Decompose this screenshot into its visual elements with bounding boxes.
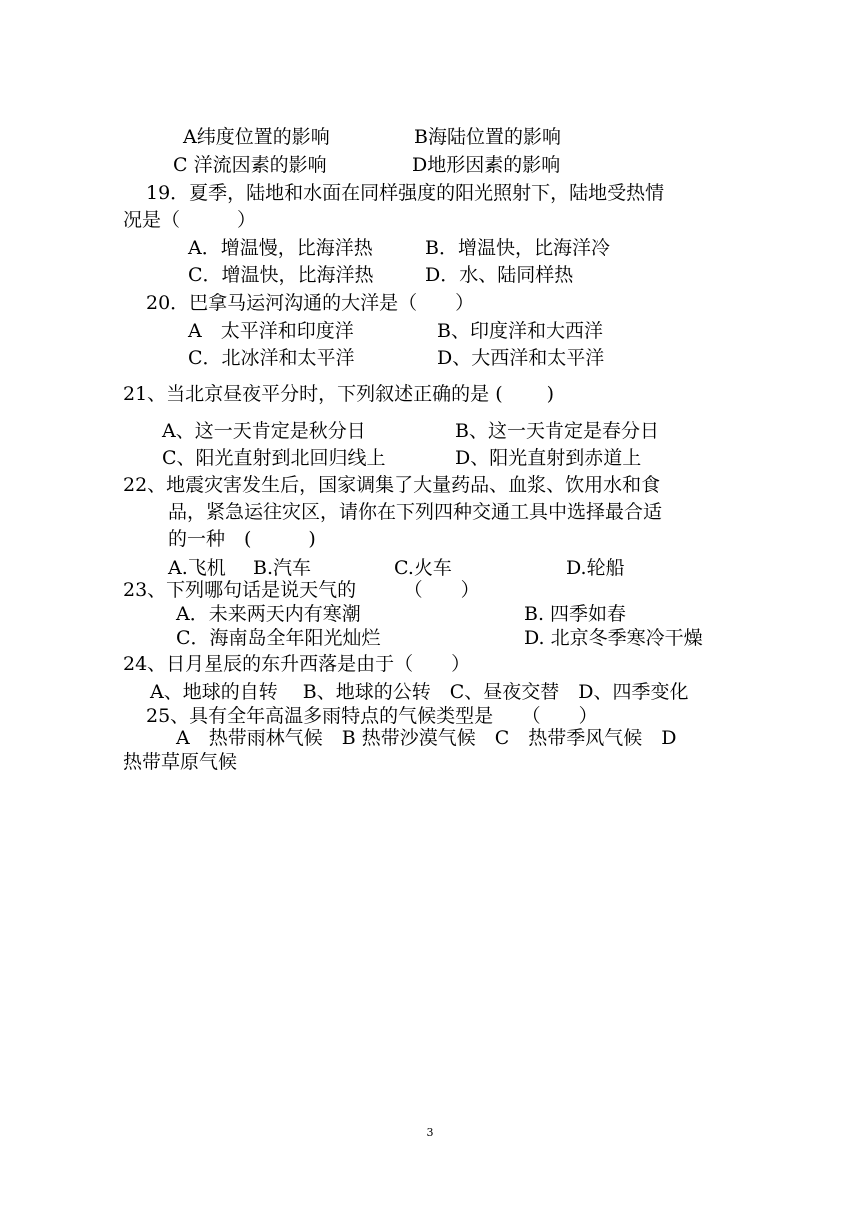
text-line: B海陆位置的影响 (414, 126, 561, 148)
text-line: B. 四季如春 (524, 603, 627, 625)
text-line: D. 北京冬季寒冷干燥 (524, 627, 703, 649)
text-line: A、地球的自转 B、地球的公转 C、昼夜交替 D、四季变化 (150, 681, 689, 703)
text-line: 20．巴拿马运河沟通的大洋是（ ） (146, 292, 475, 314)
text-line: D、大西洋和太平洋 (437, 347, 605, 369)
text-line: 25、具有全年高温多雨特点的气候类型是 （ ） (146, 705, 598, 727)
text-line: B．增温快，比海洋冷 (425, 237, 610, 259)
text-line: C、阳光直射到北回归线上 (162, 447, 386, 469)
text-line: 24、日月星辰的东升西落是由于（ ） (123, 653, 471, 675)
text-line: A．增温慢，比海洋热 (188, 237, 373, 259)
text-line: C．北冰洋和太平洋 (188, 347, 355, 369)
text-line: A 热带雨林气候 B 热带沙漠气候 C 热带季风气候 D (176, 727, 677, 749)
text-line: C．增温快，比海洋热 (188, 264, 374, 286)
text-line: 21、当北京昼夜平分时，下列叙述正确的是 ( ) (123, 383, 555, 405)
text-line: 的一种 ( ) (168, 528, 316, 550)
text-line: B、这一天肯定是春分日 (455, 420, 659, 442)
text-line: A 太平洋和印度洋 (188, 320, 354, 342)
text-line: 热带草原气候 (123, 751, 238, 773)
text-line: 23、下列哪句话是说天气的 （ ） (123, 579, 480, 601)
text-line: D．水、陆同样热 (425, 264, 574, 286)
text-line: 况是（ ） (123, 209, 257, 231)
text-line: C．海南岛全年阳光灿烂 (176, 627, 381, 649)
text-line: C 洋流因素的影响 (173, 154, 327, 176)
text-line: 品，紧急运往灾区，请你在下列四种交通工具中选择最合适 (168, 501, 663, 523)
text-line: 19．夏季，陆地和水面在同样强度的阳光照射下，陆地受热情 (146, 182, 665, 204)
text-line: A.飞机 (168, 557, 226, 579)
page-number: 3 (426, 1126, 434, 1139)
text-line: B.汽车 (253, 557, 312, 579)
text-line: A．未来两天内有寒潮 (176, 603, 361, 625)
text-line: D地形因素的影响 (412, 154, 561, 176)
text-line: D.轮船 (566, 557, 625, 579)
text-line: C.火车 (394, 557, 452, 579)
text-line: D、阳光直射到赤道上 (455, 447, 642, 469)
text-line: A纬度位置的影响 (183, 126, 330, 148)
text-line: 22、地震灾害发生后，国家调集了大量药品、血浆、饮用水和食 (123, 474, 661, 496)
text-line: B、印度洋和大西洋 (437, 320, 603, 342)
text-line: A、这一天肯定是秋分日 (162, 420, 366, 442)
